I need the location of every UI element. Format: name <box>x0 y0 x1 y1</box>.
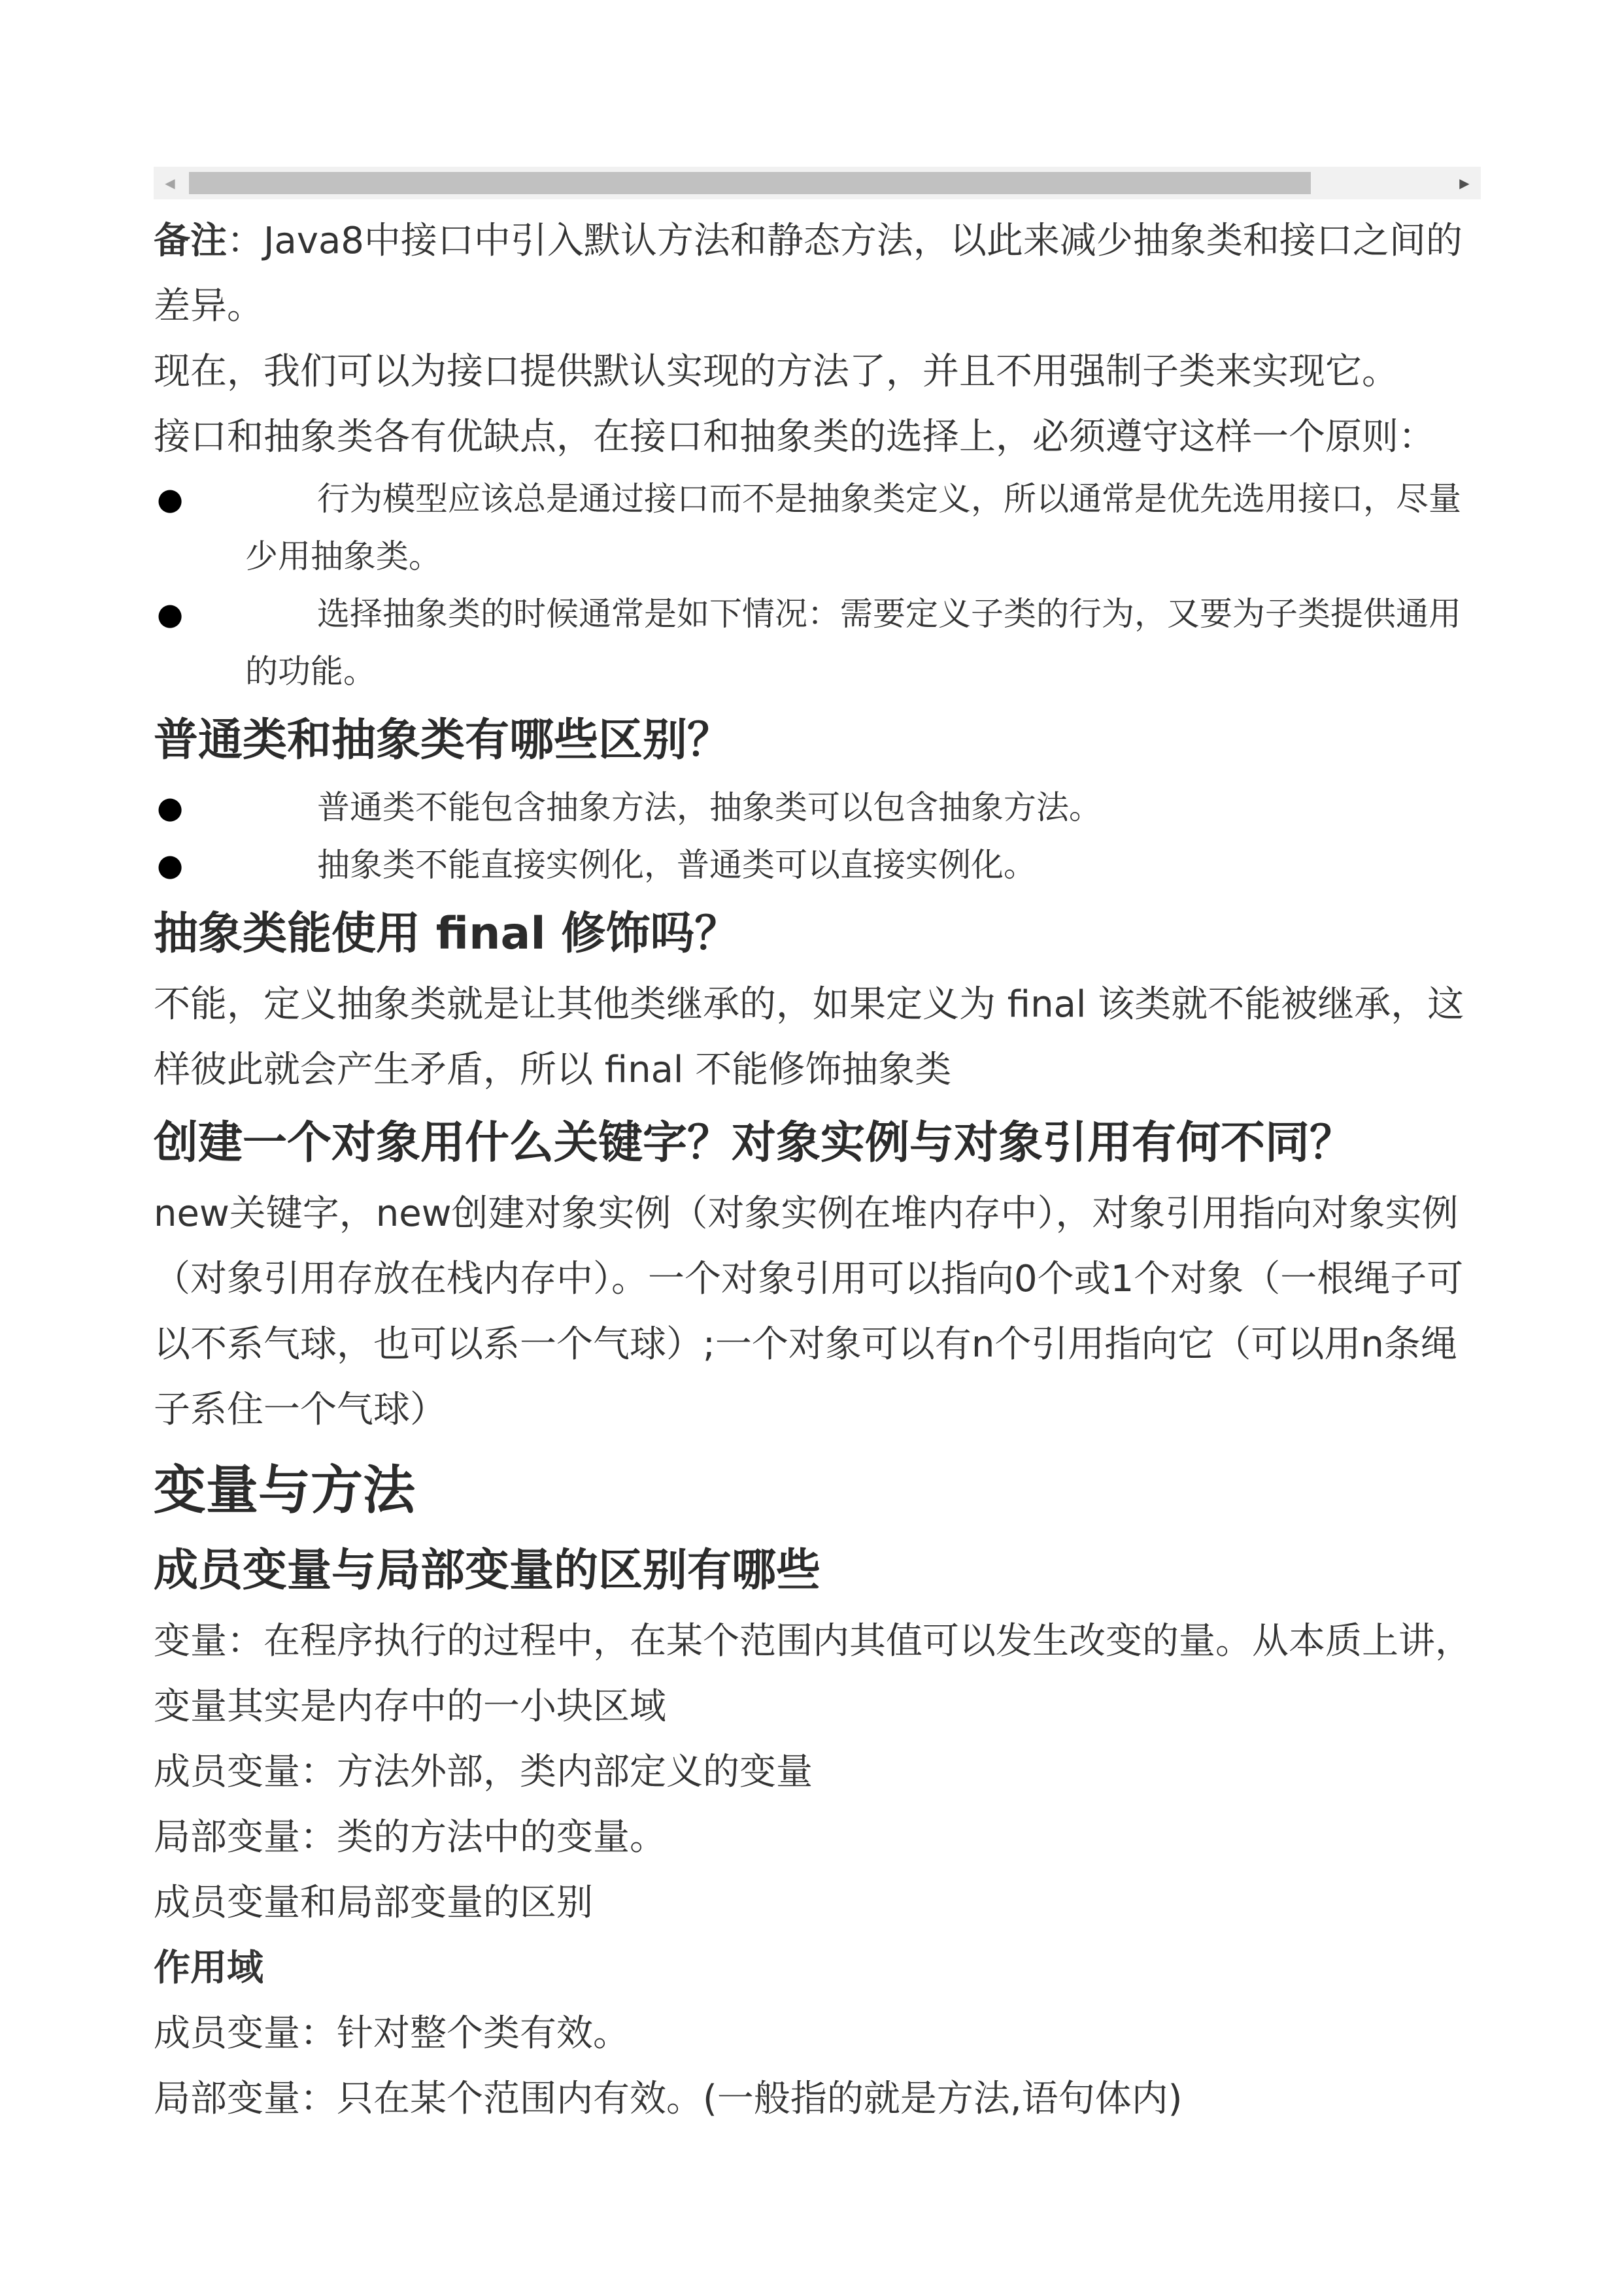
final-paragraph: 不能，定义抽象类就是让其他类继承的，如果定义为 final 该类就不能被继承，这样彼此就会产生矛盾，所以 final 不能修饰抽象类 <box>154 983 1464 1091</box>
scope-member: 成员变量：针对整个类有效。 <box>154 2012 630 2055</box>
bullet-icon: ● <box>157 847 184 883</box>
heading-member-local: 成员变量与局部变量的区别有哪些 <box>154 1545 821 1596</box>
note-text: ：Java8中接口中引入默认方法和静态方法，以此来减少抽象类和接口之间的差异。 <box>154 220 1463 328</box>
member-definition: 成员变量：方法外部，类内部定义的变量 <box>154 1751 813 1793</box>
note-label: 备注 <box>154 220 227 262</box>
normal-vs-abstract-list <box>154 779 1481 894</box>
bullet-icon: ● <box>157 481 184 516</box>
variable-definition: 变量：在程序执行的过程中，在某个范围内其值可以发生改变的量。从本质上讲，变量其实是内存中的一小块区域 <box>154 1620 1472 1728</box>
diff-title: 成员变量和局部变量的区别 <box>154 1881 593 1924</box>
scope-title: 作用域 <box>154 1947 263 1989</box>
bullet-icon: ● <box>157 596 184 632</box>
section-title: 变量与方法 <box>154 1460 415 1521</box>
list-item: ● 行为模型应该总是通过接口而不是抽象类定义，所以通常是优先选用接口，尽量少用抽象类。 <box>245 470 1481 585</box>
new-paragraph: new关键字，new创建对象实例（对象实例在堆内存中），对象引用指向对象实例（对象引用存放在栈内存中）。一个对象引用可以指向0个或1个对象（一根绳子可以不系气球，也可以系一个气球）;一个对象可以有n个引用指向它（可以用n条绳子系住一个气球） <box>154 1192 1464 1431</box>
heading-final: 抽象类能使用 final 修饰吗？ <box>154 908 739 960</box>
scroll-right-icon[interactable]: ▶ <box>1459 175 1470 191</box>
heading-normal-vs-abstract: 普通类和抽象类有哪些区别？ <box>154 715 732 766</box>
heading-new-keyword: 创建一个对象用什么关键字？对象实例与对象引用有何不同？ <box>154 1117 1355 1169</box>
scrollbar-thumb[interactable] <box>189 172 1311 194</box>
para-now: 现在，我们可以为接口提供默认实现的方法了，并且不用强制子类来实现它。 <box>154 350 1398 393</box>
list-item: ● 抽象类不能直接实例化，普通类可以直接实例化。 <box>245 836 1481 894</box>
document-content <box>154 167 1481 2132</box>
para-rule: 接口和抽象类各有优缺点，在接口和抽象类的选择上，必须遵守这样一个原则： <box>154 416 1435 458</box>
scope-local: 局部变量：只在某个范围内有效。(一般指的就是方法,语句体内) <box>154 2078 1183 2120</box>
scroll-left-icon[interactable]: ◀ <box>165 175 175 191</box>
horizontal-scrollbar[interactable] <box>154 167 1481 199</box>
rules-list <box>154 470 1481 700</box>
list-item: ● 选择抽象类的时候通常是如下情况：需要定义子类的行为，又要为子类提供通用的功能。 <box>245 585 1481 700</box>
local-definition: 局部变量：类的方法中的变量。 <box>154 1816 666 1859</box>
bullet-icon: ● <box>157 790 184 825</box>
note-paragraph <box>154 209 1481 339</box>
list-item: ● 普通类不能包含抽象方法，抽象类可以包含抽象方法。 <box>245 779 1481 836</box>
